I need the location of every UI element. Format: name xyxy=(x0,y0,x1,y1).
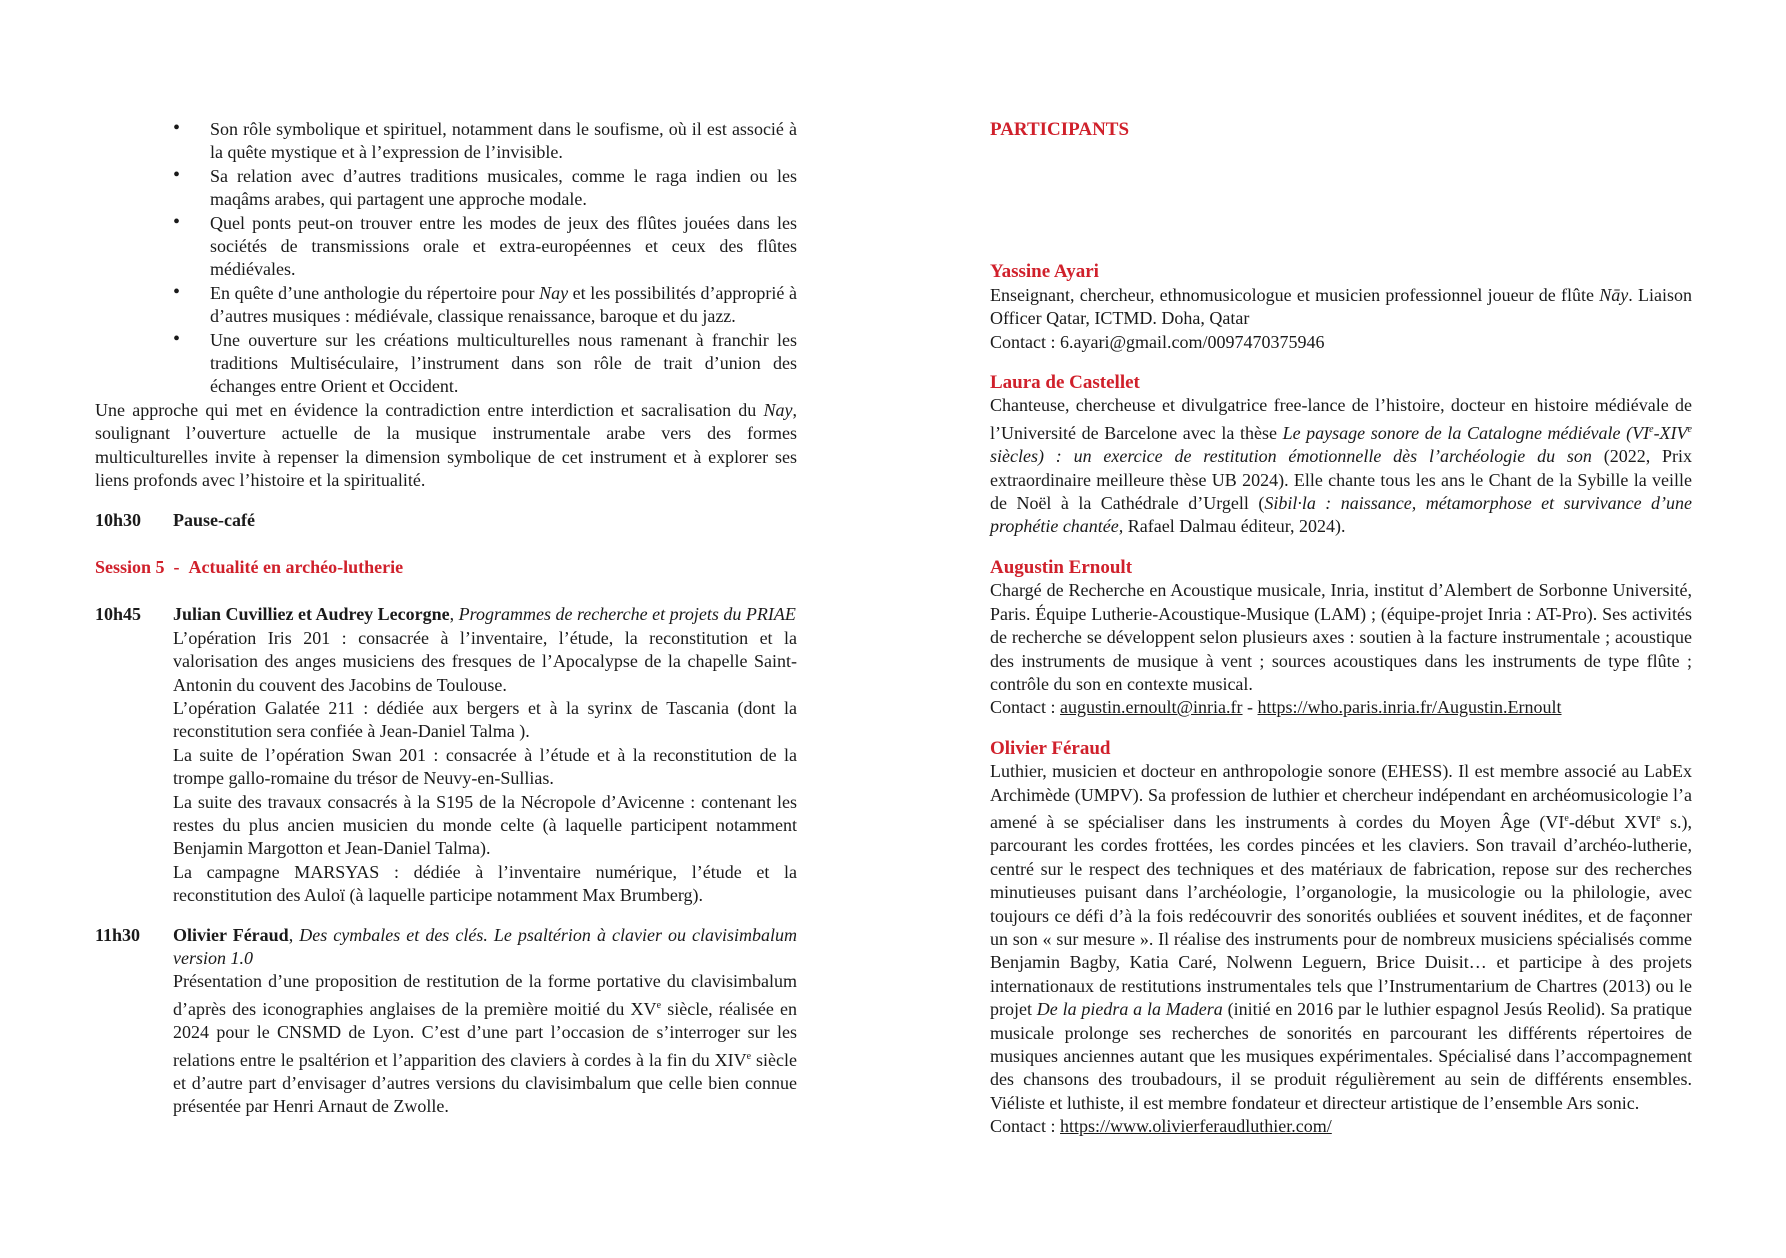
pause-label: Pause-café xyxy=(173,509,255,530)
list-item: • En quête d’une anthologie du répertoire pour Nay et les possibilités d’approprié à d’autres musiques : médiévale, classique renaissance, baroque et du jazz. xyxy=(173,282,797,329)
talk-1045 xyxy=(95,603,797,907)
talk-speaker: Olivier Féraud xyxy=(173,924,289,945)
left-column xyxy=(95,118,797,1119)
participant-name: Augustin Ernoult xyxy=(990,556,1133,578)
participant-castellet xyxy=(990,371,1692,539)
pause-row xyxy=(95,509,797,532)
participant-ernoult xyxy=(990,556,1692,720)
talk-time: 10h45 xyxy=(95,604,142,625)
approach-paragraph: Une approche qui met en évidence la contradiction entre interdiction et sacralisation du Nay, soulignant l’ouverture actuelle de la musique instrumentale arabe vers des formes multiculturelles invite à repenser la dimension symbolique de cet instrument et à explorer ses liens profonds avec l’histoire et la spiritualité. xyxy=(95,399,797,491)
talk-paragraph: La campagne MARSYAS : dédiée à l’inventaire numérique, l’étude et la reconstitution des Auloï (à laquelle participe notamment Max Brumberg). xyxy=(173,861,797,906)
talk-body: Julian Cuvilliez et Audrey Lecorgne, Programmes de recherche et projets du PRIAE L’opération Iris 201 : consacrée à l’inventaire, l’étude, la reconstitution et la valorisation des anges musiciens des fresques de l’Apocalypse de la chapelle Saint-Antonin du couvent des Jacobins de Toulouse. L’opération Galatée 211 : dédiée aux bergers et à la syrinx de Tascania (dont la reconstitution sera confiée à Jean-Daniel Talma ). La suite de l’opération Swan 201 : consacrée à l’étude et à la reconstitution de la trompe gallo-romaine du trésor de Neuvy-en-Sullias. La suite des travaux consacrés à la S195 de la Nécropole d’Avicenne : contenant les restes du plus ancien musicien du monde celte (à laquelle participent notamment Benjamin Margotton et Jean-Daniel Talma). La campagne MARSYAS : dédiée à l’inventaire numérique, l’étude et la reconstitution des Auloï (à laquelle participe notamment Max Brumberg). xyxy=(173,603,797,907)
list-item: • Sa relation avec d’autres traditions musicales, comme le raga indien ou les maqâms arabes, qui partagent une approche modale. xyxy=(173,165,797,212)
pause-time: 10h30 xyxy=(95,509,142,530)
talk-title: Programmes de recherche et projets du PRIAE xyxy=(458,604,796,625)
list-item: • Son rôle symbolique et spirituel, notamment dans le soufisme, où il est associé à la quête mystique et à l’expression de l’invisible. xyxy=(173,118,797,165)
talk-title: Des cymbales et des clés. Le psaltérion à clavier ou clavisimbalum version 1.0 xyxy=(173,924,798,968)
participant-contact: Contact : augustin.ernoult@inria.fr - https://who.paris.inria.fr/Augustin.Ernoult xyxy=(990,697,1562,718)
talk-paragraph: La suite de l’opération Swan 201 : consacrée à l’étude et à la reconstitution de la trompe gallo-romaine du trésor de Neuvy-en-Sullias. xyxy=(173,744,797,789)
participant-bio: Enseignant, chercheur, ethnomusicologue et musicien professionnel joueur de flûte Nāy. Liaison Officer Qatar, ICTMD. Doha, Qatar xyxy=(990,284,1692,329)
talk-paragraph: L’opération Iris 201 : consacrée à l’inventaire, l’étude, la reconstitution et la valorisation des anges musiciens des fresques de l’Apocalypse de la chapelle Saint-Antonin du couvent des Jacobins de Toulouse. xyxy=(173,627,797,695)
talk-1130 xyxy=(95,924,797,1119)
talk-body: Olivier Féraud, Des cymbales et des clés. Le psaltérion à clavier ou clavisimbalum version 1.0 Présentation d’une proposition de restitution de la forme portative du clavisimbalum d’après des iconographies anglaises de la première moitié du XVe siècle, réalisée en 2024 pour le CNSMD de Lyon. C’est d’une part l’occasion de s’interroger sur les relations entre le psaltérion et l’apparition des claviers à cordes à la fin du XIVe siècle et d’autre part d’envisager d’autres versions du clavisimbalum que celle bien connue présentée par Henri Arnaut de Zwolle. xyxy=(173,924,797,1119)
participant-feraud xyxy=(990,737,1692,1139)
participant-name: Yassine Ayari xyxy=(990,261,1099,283)
right-column xyxy=(990,118,1692,1139)
talk-speakers: Julian Cuvilliez et Audrey Lecorgne xyxy=(173,604,450,625)
participant-bio: Chargé de Recherche en Acoustique musicale, Inria, institut d’Alembert de Sorbonne Université, Paris. Équipe Lutherie-Acoustique-Musique (LAM) ; (équipe-projet Inria : AT-Pro). Ses activités de recherche se développent selon plusieurs axes : soutien à la facture instrumentale ; acoustique des instruments de musique à vent ; sources acoustiques dans les instruments de type flûte ; contrôle du son en contexte musical. xyxy=(990,580,1692,694)
talk-time: 11h30 xyxy=(95,924,141,945)
participant-contact: Contact : https://www.olivierferaudluthier.com/ xyxy=(990,1116,1332,1137)
participant-contact: Contact : 6.ayari@gmail.com/0097470375946 xyxy=(990,331,1325,352)
topics-list xyxy=(173,118,797,399)
list-item: • Une ouverture sur les créations multiculturelles nous ramenant à franchir les traditions Multiséculaire, l’instrument dans son rôle de trait d’union des échanges entre Orient et Occident. xyxy=(173,329,797,399)
talk-paragraph: La suite des travaux consacrés à la S195 de la Nécropole d’Avicenne : contenant les restes du plus ancien musicien du monde celte (à laquelle participent notamment Benjamin Margotton et Jean-Daniel Talma). xyxy=(173,791,797,859)
participants-heading: PARTICIPANTS xyxy=(990,119,1130,140)
talk-paragraph: L’opération Galatée 211 : dédiée aux bergers et à la syrinx de Tascania (dont la reconstitution sera confiée à Jean-Daniel Talma ). xyxy=(173,697,797,742)
participant-name: Olivier Féraud xyxy=(990,737,1111,759)
website-link[interactable]: https://who.paris.inria.fr/Augustin.Ernoult xyxy=(1257,697,1562,718)
website-link[interactable]: https://www.olivierferaudluthier.com/ xyxy=(1060,1116,1332,1137)
talk-paragraph: Présentation d’une proposition de restitution de la forme portative du clavisimbalum d’après des iconographies anglaises de la première moitié du XVe siècle, réalisée en 2024 pour le CNSMD de Lyon. C’est d’une part l’occasion de s’interroger sur les relations entre le psaltérion et l’apparition des claviers à cordes à la fin du XIVe siècle et d’autre part d’envisager d’autres versions du clavisimbalum que celle bien connue présentée par Henri Arnaut de Zwolle. xyxy=(173,971,798,1117)
list-item: • Quel ponts peut-on trouver entre les modes de jeux des flûtes jouées dans les sociétés de transmissions orale et extra-européennes et ceux des flûtes médiévales. xyxy=(173,212,797,282)
participant-name: Laura de Castellet xyxy=(990,372,1140,394)
email-link[interactable]: augustin.ernoult@inria.fr xyxy=(1060,697,1243,718)
participant-bio: Chanteuse, chercheuse et divulgatrice free-lance de l’histoire, docteur en histoire médiévale de l’Université de Barcelone avec la thèse Le paysage sonore de la Catalogne médiévale (VIe-XIVe siècles) : un exercice de restitution émotionnelle dès l’archéologie du son (2022, Prix extraordinaire meilleure thèse UB 2024). Elle chante tous les ans le Chant de la Sybille la veille de Noël à la Cathédrale d’Urgell (Sibil·la : naissance, métamorphose et survivance d’une prophétie chantée, Rafael Dalmau éditeur, 2024). xyxy=(990,395,1692,537)
participant-bio: Luthier, musicien et docteur en anthropologie sonore (EHESS). Il est membre associé au LabEx Archimède (UMPV). Sa profession de luthier et chercheur indépendant en archéomusicologie l’a amené à se spécialiser dans les instruments à cordes du Moyen Âge (VIe-début XVIe s.), parcourant les cordes frottées, les cordes pincées et les claviers. Son travail d’archéo-lutherie, centré sur le respect des techniques et des matériaux de fabrication, repose sur des recherches minutieuses puisant dans l’archéologie, l’organologie, la musicologie ou la philologie, avec toujours ce défi d’à la fois redécouvrir des sonorités oubliées et souvent inédites, et de façonner un son « sur mesure ». Il réalise des instruments pour de nombreux musiciens spécialisés comme Benjamin Bagby, Katia Caré, Nolwenn Leguern, Brice Duisit… et participe à des projets internationaux de restitutions instrumentales tels que l’Instrumentarium de Chartres (2013) ou le projet De la piedra a la Madera (initié en 2016 par le luthier espagnol Jesús Reolid). Sa pratique musicale prolonge ses recherches de sonorités en parcourant les différents répertoires de musiques anciennes autant que les musiques expérimentales. Spécialisé dans l’accompagnement des chansons des troubadours, il se produit régulièrement au sein de différents ensembles. Viéliste et luthiste, il est membre fondateur et directeur artistique de l’ensemble Ars sonic. xyxy=(990,761,1693,1113)
participant-ayari xyxy=(990,260,1692,354)
right-page xyxy=(893,0,1786,1258)
session-heading: Session 5 - Actualité en archéo-lutherie xyxy=(95,556,404,577)
